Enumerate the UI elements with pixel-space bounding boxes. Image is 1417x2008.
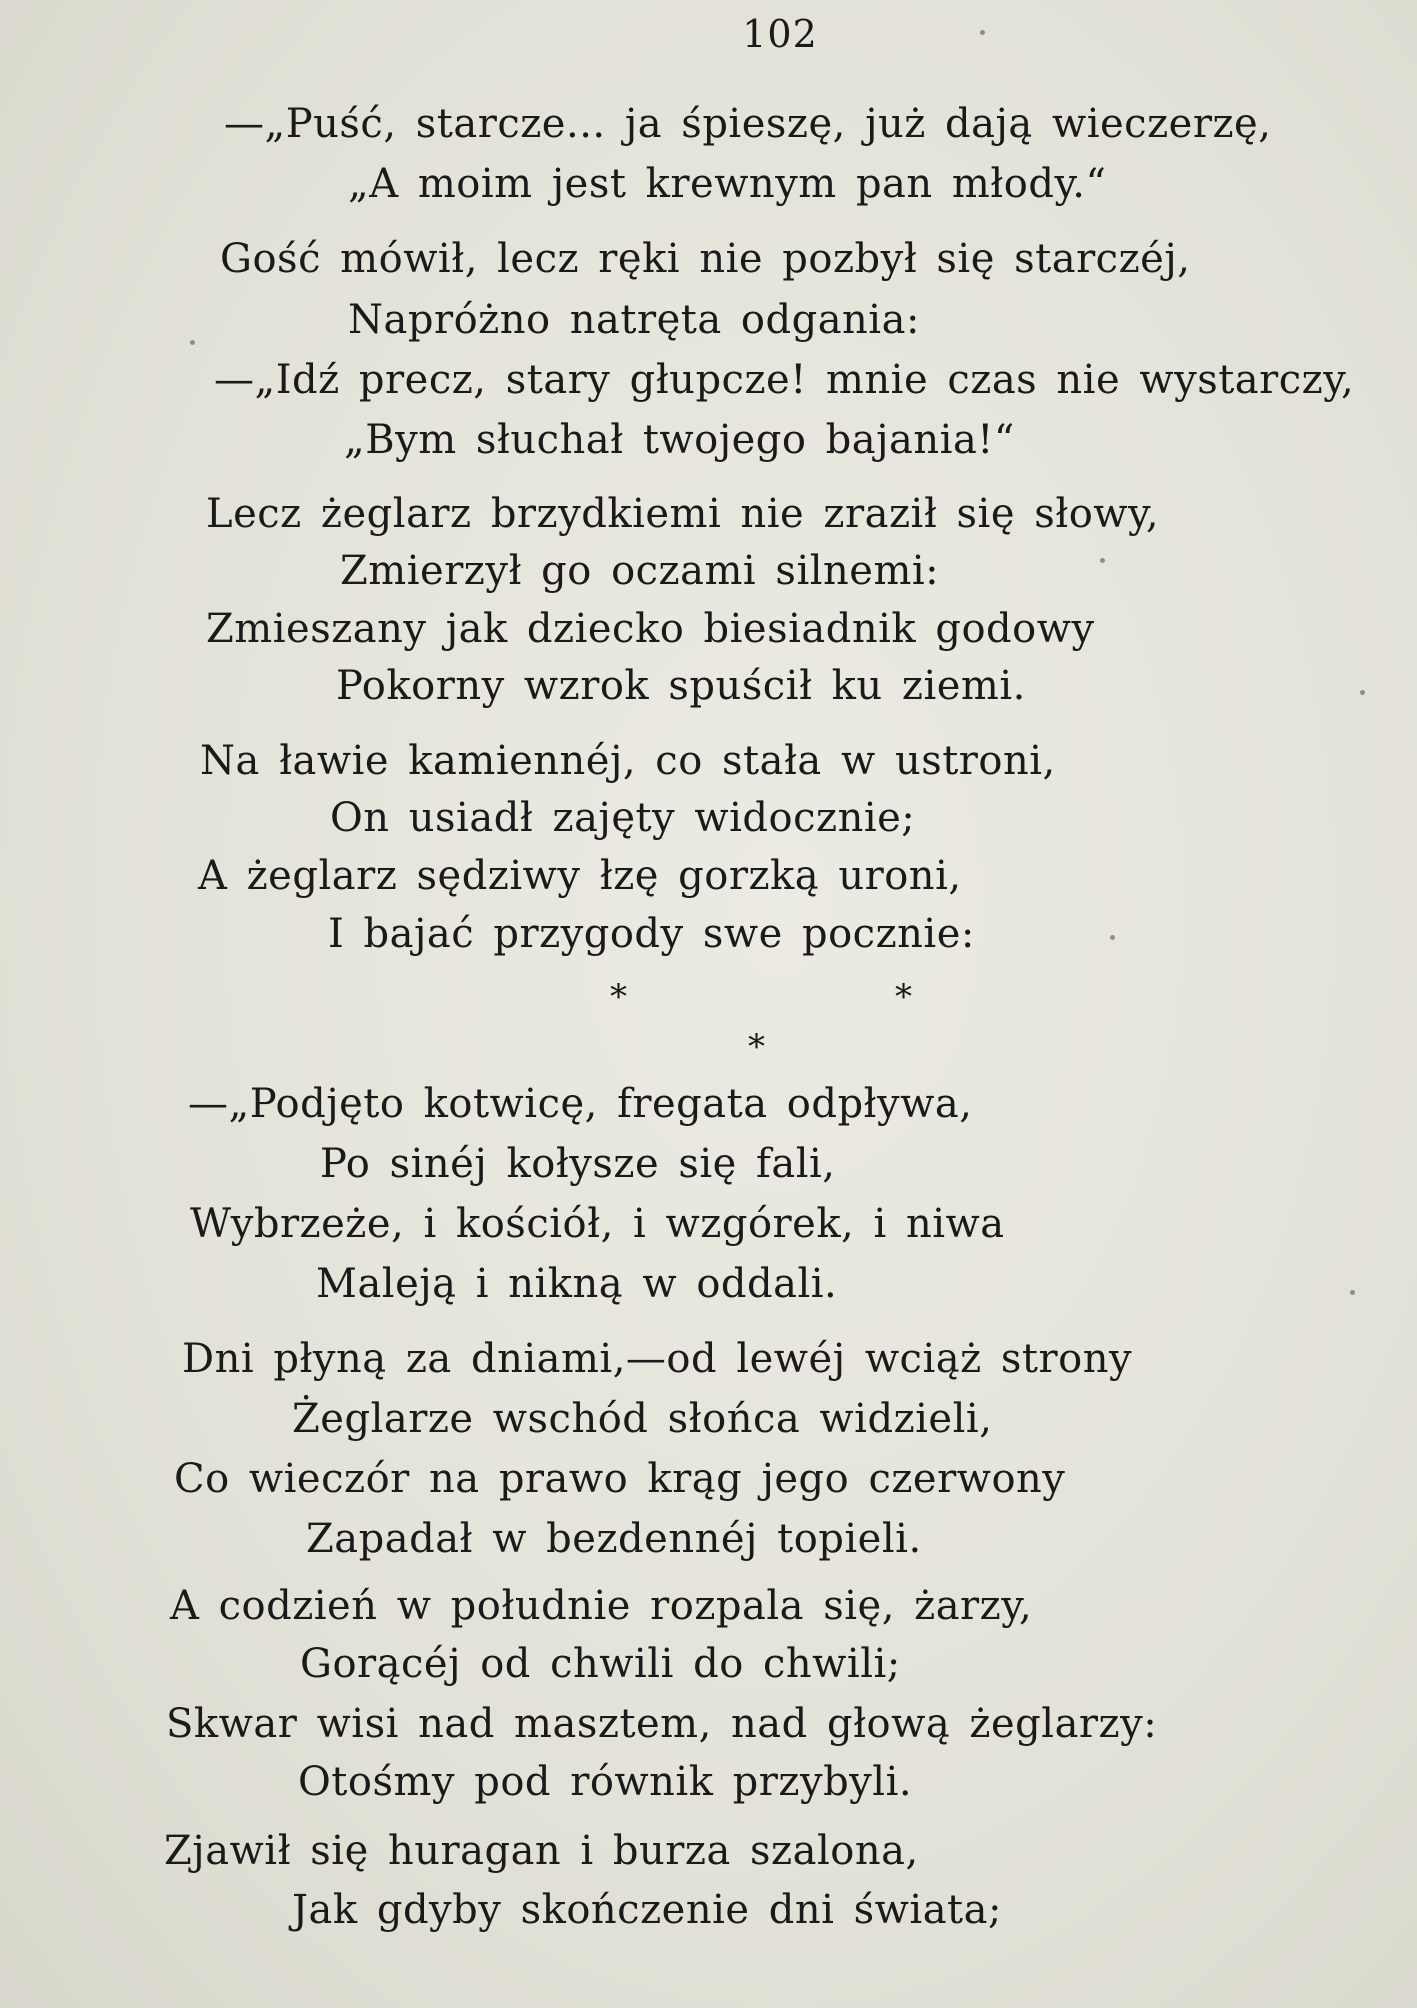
- poem-line: „A moim jest krewnym pan młody.“: [348, 161, 1107, 207]
- section-break-star: *: [895, 977, 912, 1017]
- poem-line: Dni płyną za dniami,—od lewéj wciąż strony: [182, 1336, 1133, 1382]
- poem-line: Gorącéj od chwili do chwili;: [300, 1641, 901, 1687]
- poem-line: Pokorny wzrok spuścił ku ziemi.: [336, 663, 1026, 709]
- poem-line: Otośmy pod równik przybyli.: [298, 1759, 913, 1805]
- poem-line: Jak gdyby skończenie dni świata;: [292, 1887, 1002, 1933]
- poem-line: Żeglarze wschód słońca widzieli,: [292, 1396, 993, 1442]
- poem-line: —„Idź precz, stary głupcze! mnie czas nie wystarczy,: [214, 357, 1355, 403]
- poem-line: Zjawił się huragan i burza szalona,: [164, 1828, 919, 1874]
- paper-speck: [980, 30, 985, 35]
- paper-speck: [190, 340, 195, 345]
- poem-line: On usiadł zajęty widocznie;: [330, 795, 916, 841]
- paper-speck: [1110, 935, 1115, 940]
- poem-line: Co wieczór na prawo krąg jego czerwony: [174, 1456, 1066, 1502]
- poem-line: Po sinéj kołysze się fali,: [320, 1141, 836, 1187]
- poem-line: Gość mówił, lecz ręki nie pozbył się starczéj,: [220, 236, 1191, 282]
- paper-speck: [1100, 558, 1105, 563]
- poem-line: Maleją i nikną w oddali.: [316, 1261, 838, 1307]
- poem-line: —„Puść, starcze... ja śpieszę, już dają wieczerzę,: [224, 101, 1272, 147]
- poem-line: Zmieszany jak dziecko biesiadnik godowy: [206, 606, 1095, 652]
- poem-line: A codzień w południe rozpala się, żarzy,: [170, 1583, 1033, 1629]
- section-break-star: *: [610, 977, 627, 1017]
- poem-line: Wybrzeże, i kościół, i wzgórek, i niwa: [190, 1201, 1005, 1247]
- section-break-star: *: [748, 1027, 765, 1067]
- poem-line: „Bym słuchał twojego bajania!“: [344, 417, 1015, 463]
- poem-line: Zapadał w bezdennéj topieli.: [306, 1516, 922, 1562]
- paper-speck: [1350, 1290, 1355, 1295]
- poem-line: I bajać przygody swe pocznie:: [328, 911, 975, 957]
- paper-speck: [1360, 690, 1365, 695]
- poem-line: Skwar wisi nad masztem, nad głową żeglarzy:: [166, 1701, 1158, 1747]
- page-number: 102: [742, 12, 818, 56]
- poem-line: Napróżno natręta odgania:: [348, 297, 920, 343]
- poem-line: —„Podjęto kotwicę, fregata odpływa,: [188, 1081, 973, 1127]
- poem-line: Na ławie kamiennéj, co stała w ustroni,: [200, 738, 1056, 784]
- poem-line: Lecz żeglarz brzydkiemi nie zraził się słowy,: [206, 491, 1160, 537]
- poem-line: A żeglarz sędziwy łzę gorzką uroni,: [198, 853, 962, 899]
- poem-line: Zmierzył go oczami silnemi:: [340, 548, 940, 594]
